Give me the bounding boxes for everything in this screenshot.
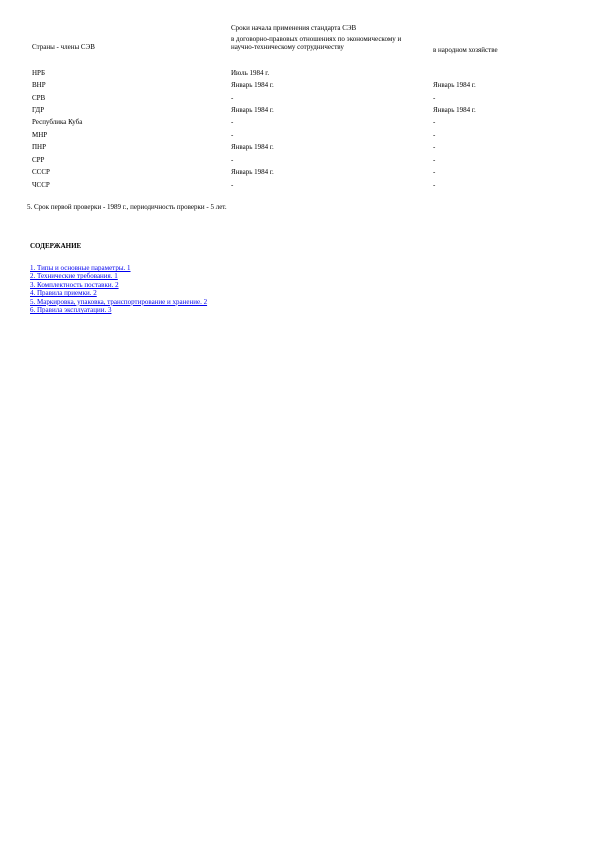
- economic-date-cell: Январь 1984 г.: [231, 81, 274, 89]
- toc-item: [30, 264, 207, 272]
- economic-date-cell: Январь 1984 г.: [231, 143, 274, 151]
- economic-date-cell: -: [231, 94, 234, 102]
- toc-item: [30, 298, 207, 306]
- table-row: [0, 81, 595, 93]
- country-cell: СССР: [32, 168, 50, 176]
- table-row: [0, 156, 595, 168]
- national-date-cell: -: [433, 131, 436, 139]
- toc-list: [30, 264, 207, 314]
- toc-title: СОДЕРЖАНИЕ: [30, 242, 82, 250]
- toc-item: [30, 306, 207, 314]
- table-row: [0, 168, 595, 180]
- national-date-cell: -: [433, 143, 436, 151]
- national-column-header: в народном хозяйстве: [433, 46, 498, 54]
- country-cell: Республика Куба: [32, 118, 83, 126]
- country-cell: НРБ: [32, 69, 45, 77]
- economic-date-cell: -: [231, 156, 234, 164]
- table-row: [0, 131, 595, 143]
- table-row: [0, 94, 595, 106]
- toc-item: [30, 289, 207, 297]
- table-row: [0, 181, 595, 193]
- national-date-cell: -: [433, 156, 436, 164]
- economic-column-header: в договорно-правовых отношениях по экономическому и научно-техническому сотрудничеству: [231, 35, 402, 51]
- clause-5-text: 5. Срок первой проверки - 1989 г., периодичность проверки - 5 лет.: [27, 203, 227, 211]
- country-cell: ЧССР: [32, 181, 50, 189]
- toc-link[interactable]: 6. Правила эксплуатации. 3: [30, 306, 112, 315]
- table-row: [0, 69, 595, 81]
- national-date-cell: Январь 1984 г.: [433, 81, 476, 89]
- toc-link[interactable]: 1. Типы и основные параметры. 1: [30, 264, 131, 272]
- national-date-cell: Январь 1984 г.: [433, 106, 476, 114]
- country-cell: ПНР: [32, 143, 47, 151]
- economic-date-cell: -: [231, 118, 234, 126]
- national-date-cell: -: [433, 181, 436, 189]
- toc-item: [30, 281, 207, 289]
- economic-date-cell: Июль 1984 г.: [231, 69, 270, 77]
- table-row: [0, 143, 595, 155]
- toc-link[interactable]: 2. Технические требования. 1: [30, 272, 118, 281]
- table-group-header: Сроки начала применения стандарта СЭВ: [231, 24, 357, 32]
- country-cell: МНР: [32, 131, 48, 139]
- economic-date-cell: Январь 1984 г.: [231, 168, 274, 176]
- country-cell: ВНР: [32, 81, 46, 89]
- table-row: [0, 106, 595, 118]
- economic-date-cell: -: [231, 181, 234, 189]
- national-date-cell: -: [433, 118, 436, 126]
- economic-date-cell: -: [231, 131, 234, 139]
- toc-link[interactable]: 5. Маркировка, упаковка, транспортирование и хранение. 2: [30, 297, 208, 306]
- table-row: [0, 118, 595, 130]
- toc-item: [30, 272, 207, 280]
- country-column-header: Страны - члены СЭВ: [32, 43, 95, 51]
- toc-link[interactable]: 4. Правила приемки. 2: [30, 289, 97, 298]
- country-cell: СРР: [32, 156, 45, 164]
- country-cell: ГДР: [32, 106, 45, 114]
- toc-link[interactable]: 3. Комплектность поставки. 2: [30, 280, 119, 289]
- country-cell: СРВ: [32, 94, 46, 102]
- national-date-cell: -: [433, 168, 436, 176]
- economic-date-cell: Январь 1984 г.: [231, 106, 274, 114]
- national-date-cell: -: [433, 94, 436, 102]
